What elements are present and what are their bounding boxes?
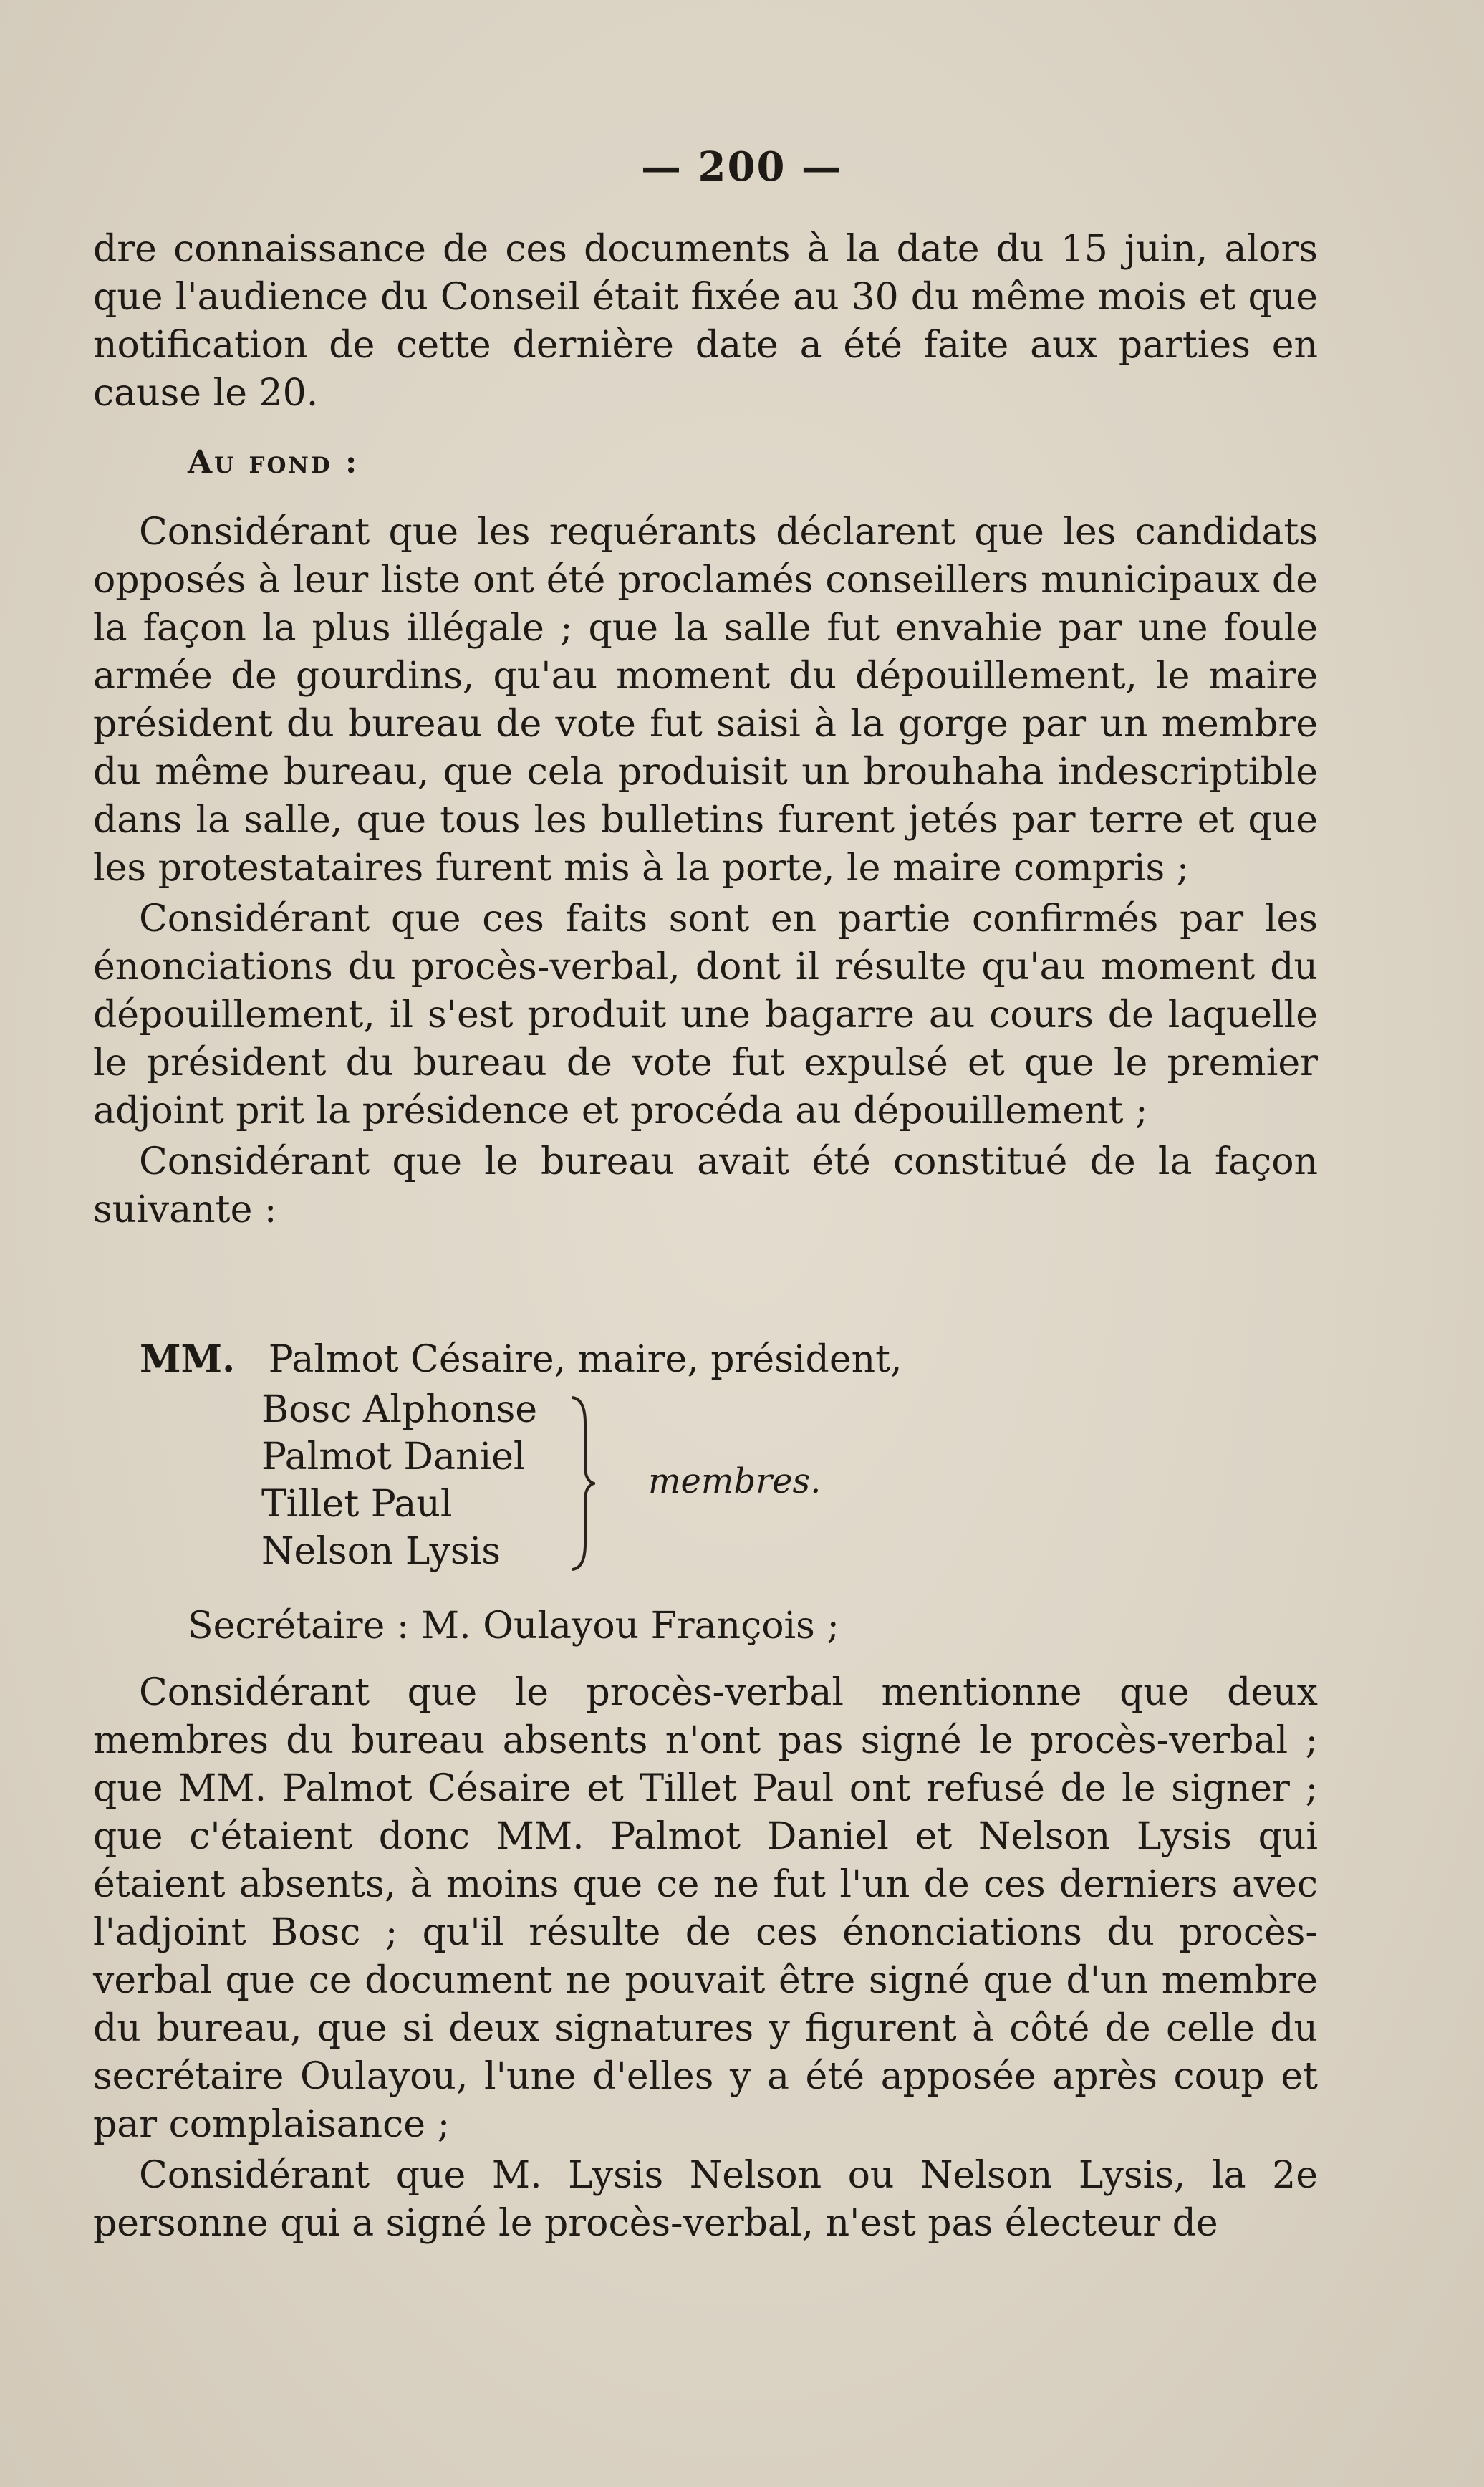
bureau-member: Nelson Lysis: [261, 1530, 501, 1573]
paragraph-considerant-5: Considérant que M. Lysis Nelson ou Nelson Lysis, la 2e personne qui a signé le procès-verbal, n'est pas électeur de: [93, 2154, 1318, 2245]
bureau-composition: [140, 1336, 1214, 1573]
members-label: membres.: [648, 1461, 822, 1501]
text-block-bottom: [93, 1669, 1318, 2251]
bureau-member: Tillet Paul: [261, 1483, 453, 1526]
paragraph-considerant-1: Considérant que les requérants déclarent que les candidats opposés à leur liste ont été proclamés conseillers municipaux de la façon la plus illégale ; que la salle fut envahie par une foule armée de gourdins, qu'au moment du dépouillement, le maire président du bureau de vote fut saisi à la gorge par un membre du même bureau, que cela produisit un brouhaha indescriptible dans la salle, que tous les bulletins furent jetés par terre et que les protestataires furent mis à la porte, le maire compris ;: [93, 511, 1318, 890]
bureau-member: Palmot Daniel: [261, 1435, 526, 1478]
paragraph-continuation: dre connaissance de ces documents à la date du 15 juin, alors que l'audience du Conseil était fixée au 30 du même mois et que notification de cette dernière date a été faite aux parties en cause le 20.: [93, 228, 1318, 415]
mm-prefix: MM.: [140, 1337, 236, 1381]
bureau-secretary: Secrétaire : M. Oulayou François ;: [188, 1605, 839, 1647]
bureau-member: Bosc Alphonse: [261, 1388, 538, 1431]
paragraph-considerant-3: Considérant que le bureau avait été constitué de la façon suivante :: [93, 1140, 1318, 1231]
section-heading: Au fond :: [188, 444, 360, 481]
text-block-main: [93, 509, 1318, 1237]
paragraph-considerant-4: Considérant que le procès-verbal mentionne que deux membres du bureau absents n'ont pas signé le procès-verbal ; que MM. Palmot Césaire et Tillet Paul ont refusé de le signer ; que c'étaient donc MM. Palmot Daniel et Nelson Lysis qui étaient absents, à moins que ce ne fut l'un de ces derniers avec l'adjoint Bosc ; qu'il résulte de ces énonciations du procès-verbal que ce document ne pouvait être signé que d'un membre du bureau, que si deux signatures y figurent à côté de celle du secrétaire Oulayou, l'une d'elles y a été apposée après coup et par complaisance ;: [93, 1671, 1318, 2146]
bureau-president: Palmot Césaire, maire, président,: [268, 1338, 902, 1381]
bureau-president-line: [140, 1336, 1214, 1383]
text-block-top: [93, 226, 1318, 420]
bureau-members-list: [261, 1386, 537, 1575]
page-number: — 200 —: [641, 143, 843, 191]
curly-brace-icon: [569, 1395, 595, 1572]
paragraph-considerant-2: Considérant que ces faits sont en partie confirmés par les énonciations du procès-verbal, dont il résulte qu'au moment du dépouillement, il s'est produit une bagarre au cours de laquelle le président du bureau de vote fut expulsé et que le premier adjoint prit la présidence et procéda au dépouillement ;: [93, 898, 1318, 1132]
